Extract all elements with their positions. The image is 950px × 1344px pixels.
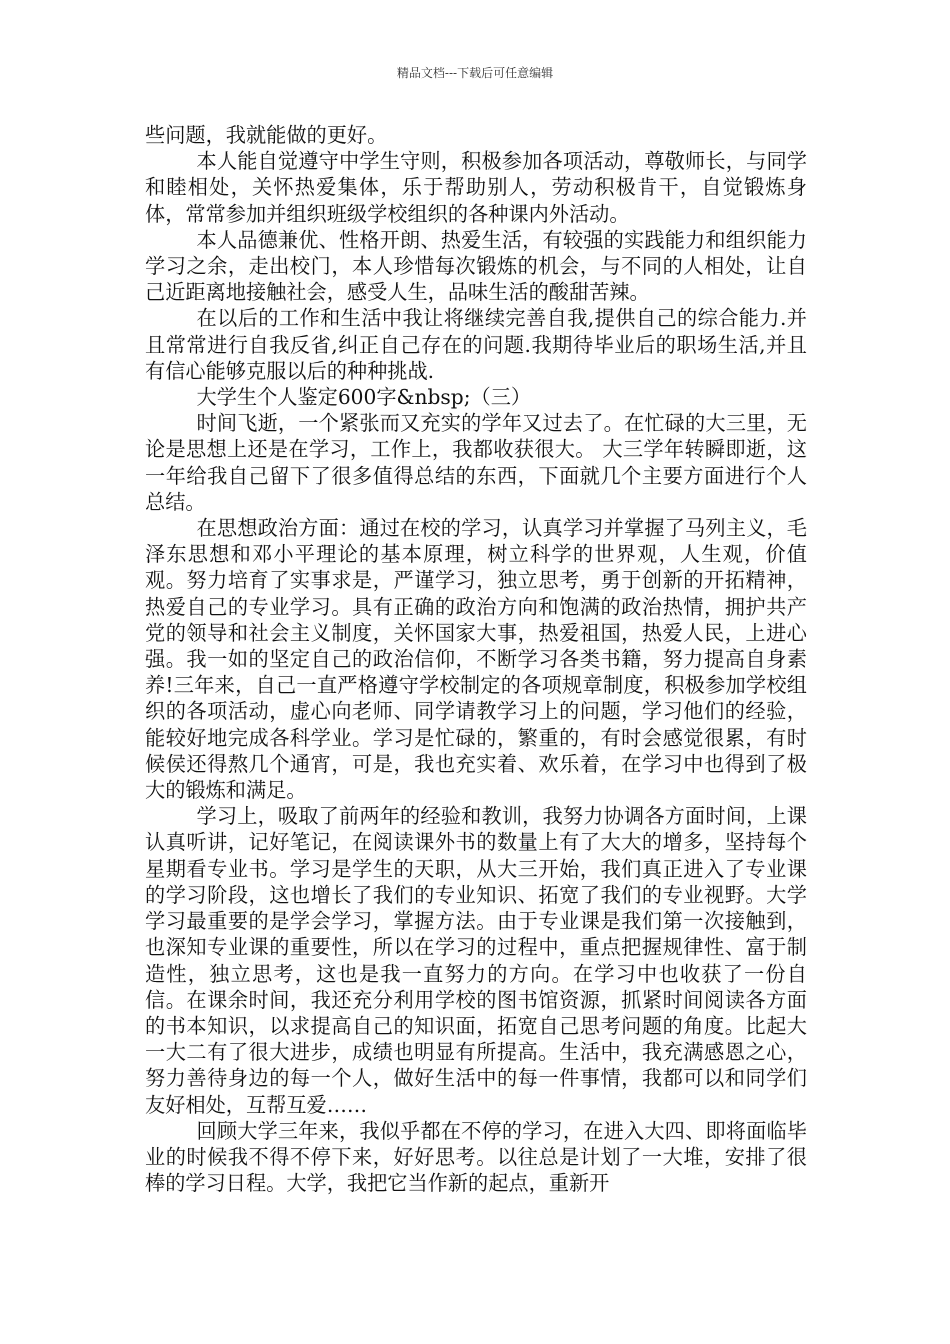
paragraph: 在以后的工作和生活中我让将继续完善自我,提供自己的综合能力.并且常常进行自我反省,纠正自己存在的问题.我期待毕业后的职场生活,并且有信心能够克服以后的种种挑战. <box>145 306 807 383</box>
paragraph: 时间飞逝，一个紧张而又充实的学年又过去了。在忙碌的大三里，无论是思想上还是在学习，工作上，我都收获很大。 大三学年转瞬即逝，这一年给我自己留下了很多值得总结的东西，下面就几个主要方面进行个人总结。 <box>145 411 807 514</box>
paragraph: 在思想政治方面：通过在校的学习，认真学习并掌握了马列主义，毛泽东思想和邓小平理论的基本原理，树立科学的世界观，人生观，价值观。努力培育了实事求是，严谨学习，独立思考，勇于创新的开拓精神，热爱自己的专业学习。具有正确的政治方向和饱满的政治热情，拥护共产党的领导和社会主义制度，关怀国家大事，热爱祖国，热爱人民，上进心强。我一如的坚定自己的政治信仰，不断学习各类书籍，努力提高自身素养!三年来，自己一直严格遵守学校制定的各项规章制度，积极参加学校组织的各项活动，虚心向老师、同学请教学习上的问题，学习他们的经验，能较好地完成各科学业。学习是忙碌的，繁重的，有时会感觉很累，有时候侯还得熬几个通宵，可是，我也充实着、欢乐着，在学习中也得到了极大的锻炼和满足。 <box>145 516 807 803</box>
page-header: 精品文档---下载后可任意编辑 <box>396 66 554 80</box>
paragraph: 本人品德兼优、性格开朗、热爱生活，有较强的实践能力和组织能力学习之余，走出校门，本人珍惜每次锻炼的机会，与不同的人相处，让自己近距离地接触社会，感受人生，品味生活的酸甜苦辣。 <box>145 227 807 305</box>
document-body <box>145 122 807 1196</box>
paragraph-continuation: 些问题，我就能做的更好。 <box>145 123 388 147</box>
paragraph: 本人能自觉遵守中学生守则，积极参加各项活动，尊敬师长，与同学和睦相处，关怀热爱集体，乐于帮助别人，劳动积极肯干，自觉锻炼身体，常常参加并组织班级学校组织的各种课内外活动。 <box>145 149 807 226</box>
paragraph: 回顾大学三年来，我似乎都在不停的学习，在进入大四、即将面临毕业的时候我不得不停下来，好好思考。以往总是计划了一大堆，安排了很棒的学习日程。大学，我把它当作新的起点，重新开 <box>145 1118 807 1196</box>
section-heading: 大学生个人鉴定600字&nbsp;（三） <box>196 385 532 410</box>
paragraph: 学习上，吸取了前两年的经验和教训，我努力协调各方面时间，上课认真听讲，记好笔记，在阅读课外书的数量上有了大大的增多，坚持每个星期看专业书。学习是学生的天职，从大三开始，我们真正进入了专业课的学习阶段，这也增长了我们的专业知识、拓宽了我们的专业视野。大学学习最重要的是学会学习，掌握方法。由于专业课是我们第一次接触到，也深知专业课的重要性，所以在学习的过程中，重点把握规律性、富于制造性，独立思考，这也是我一直努力的方向。在学习中也收获了一份自信。在课余时间，我还充分利用学校的图书馆资源，抓紧时间阅读各方面的书本知识，以求提高自己的知识面，拓宽自己思考问题的角度。比起大一大二有了很大进步，成绩也明显有所提高。生活中，我充满感恩之心，努力善待身边的每一个人，做好生活中的每一件事情，我都可以和同学们友好相处，互帮互爱…… <box>145 804 807 1117</box>
